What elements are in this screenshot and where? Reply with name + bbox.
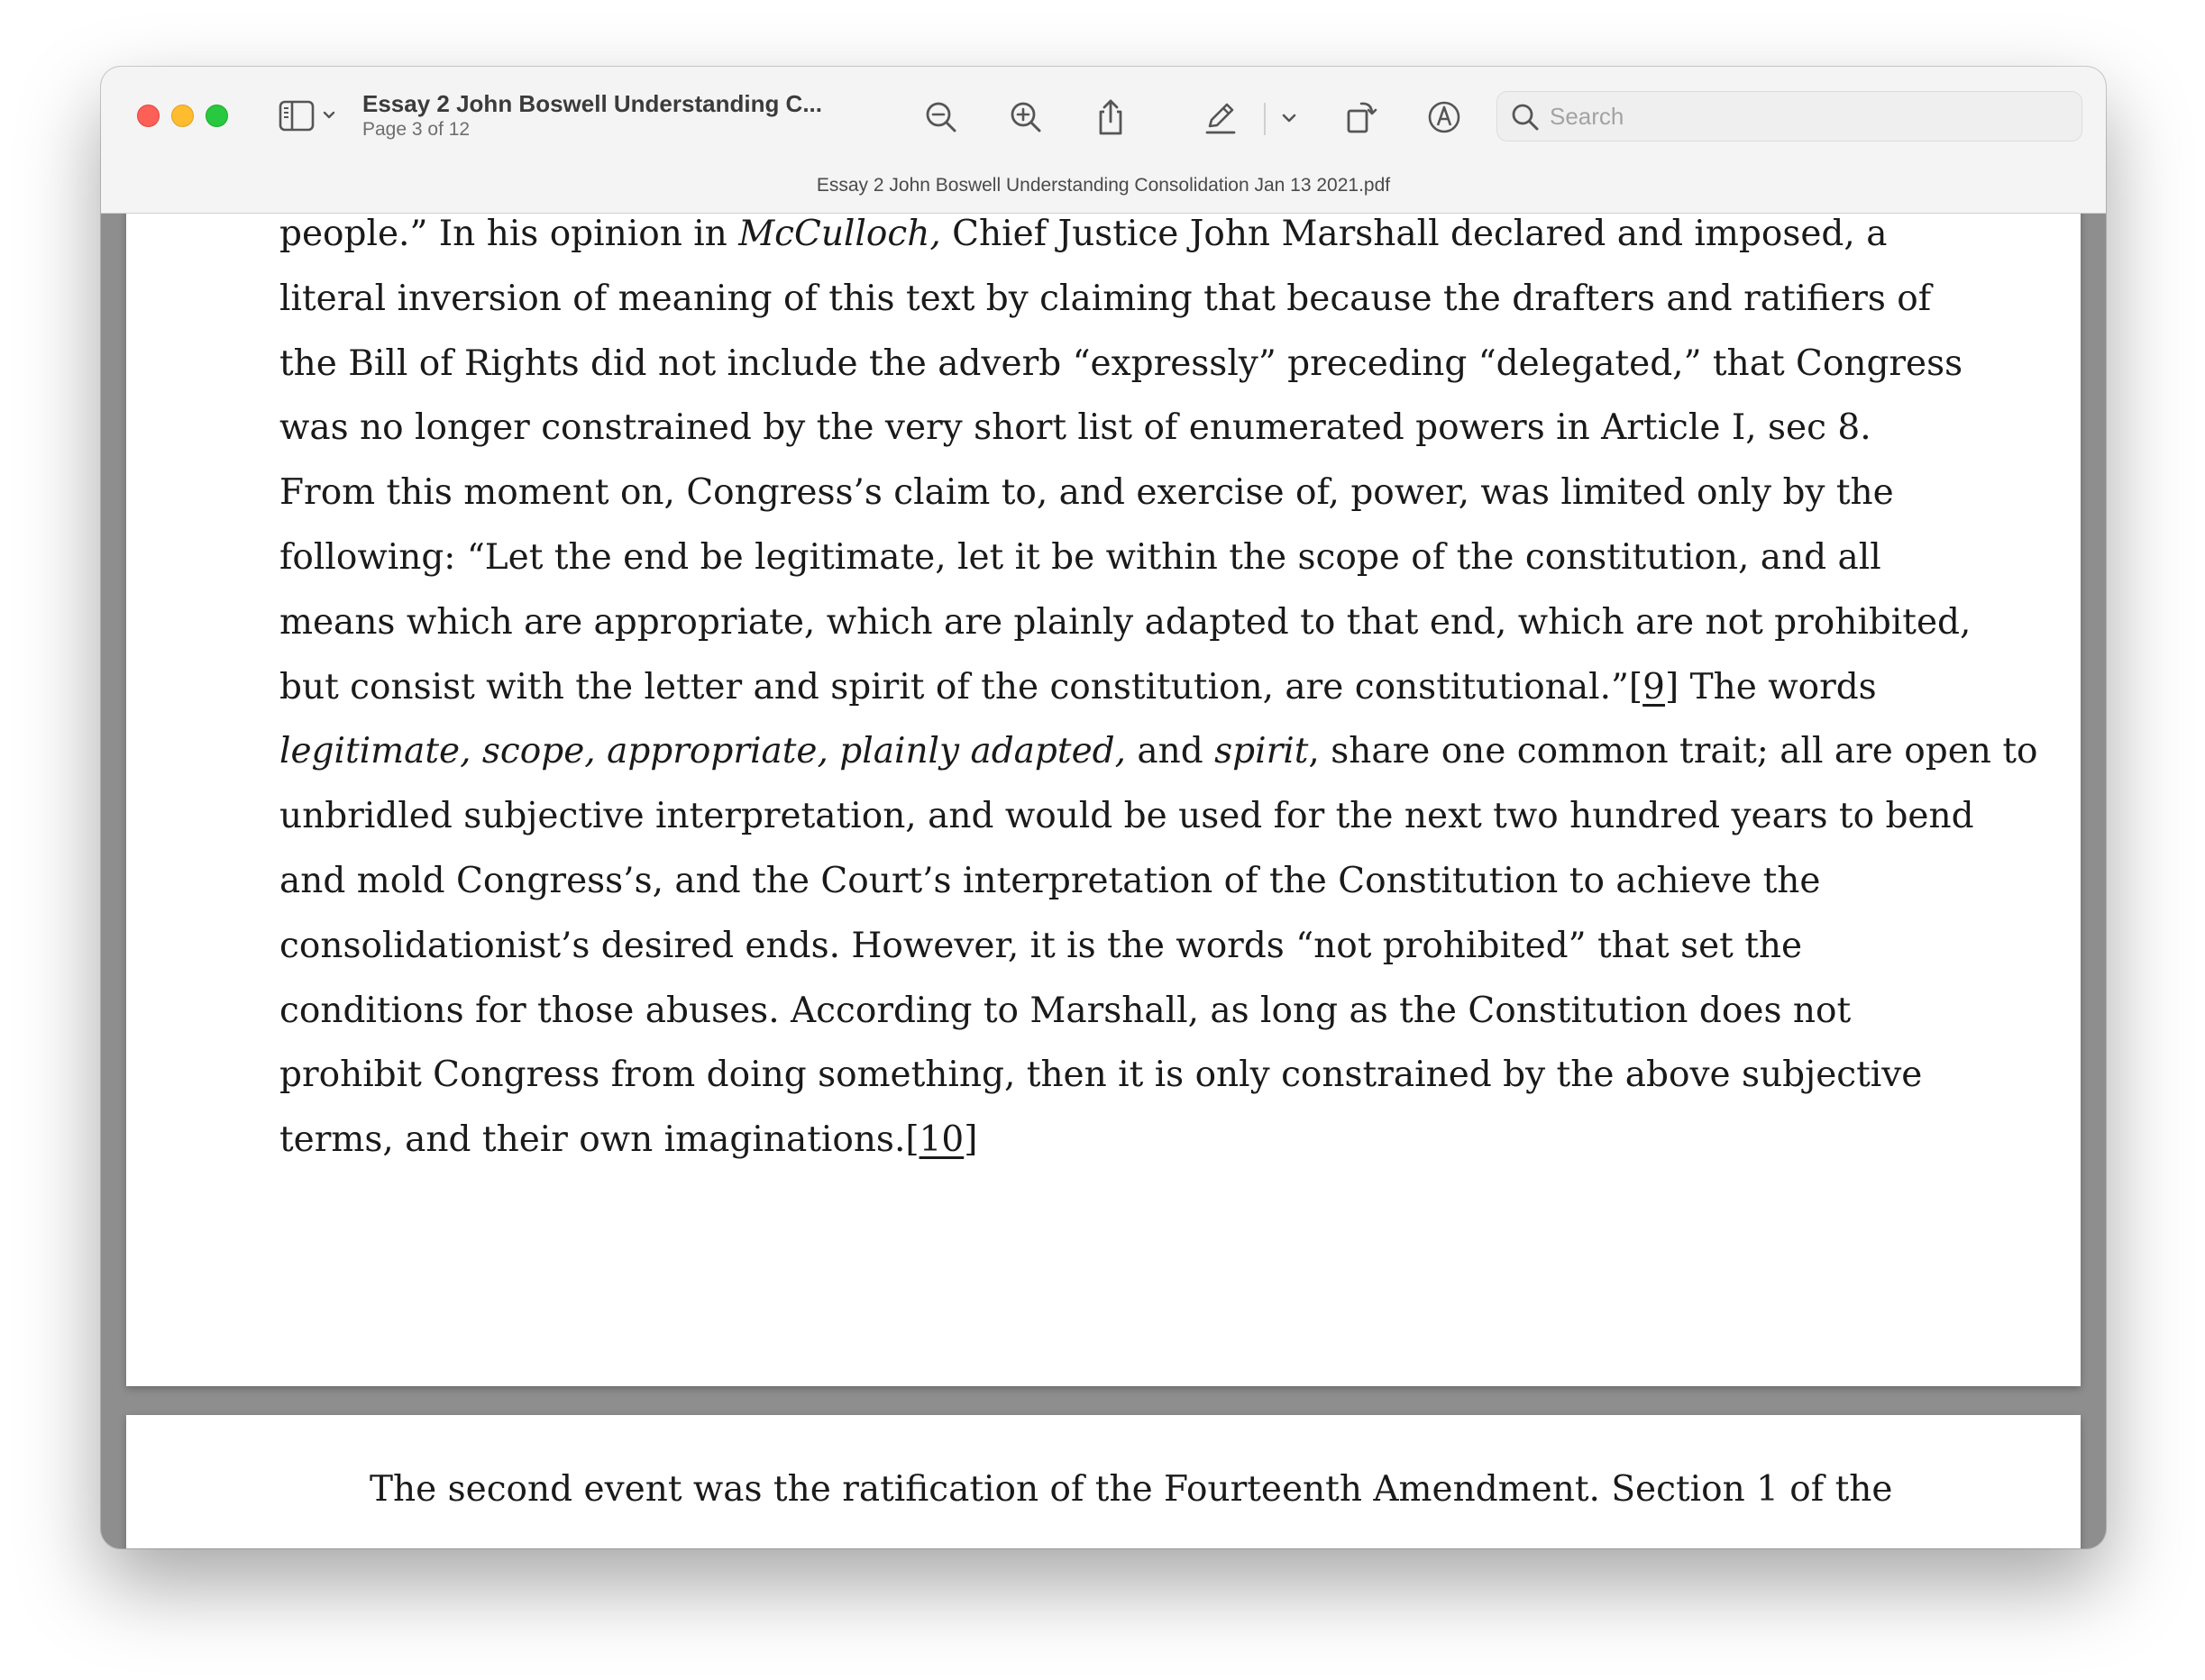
toolbar [101, 67, 2106, 214]
toolbar-divider [1264, 103, 1266, 135]
rotate-button[interactable] [1340, 96, 1383, 139]
footnote-link-9[interactable]: 9 [1642, 666, 1665, 708]
text-line: but consist with the letter and spirit of the constitution, are constitutional.”[9] The words [279, 666, 1877, 708]
page-indicator: Page 3 of 12 [362, 119, 471, 140]
zoom-in-button[interactable] [1004, 96, 1048, 139]
chevron-down-icon [325, 113, 334, 117]
sidebar-icon [278, 97, 348, 137]
text-line: consolidationist’s desired ends. However, it is the words “not prohibited” that set the [279, 925, 1803, 966]
text-line: literal inversion of meaning of this text by claiming that because the drafters and ratifiers of [279, 278, 1932, 319]
share-icon [1089, 96, 1132, 139]
text-line: unbridled subjective interpretation, and would be used for the next two hundred years to bend [279, 796, 1974, 837]
pdf-page-3 [126, 67, 2081, 1386]
zoom-out-icon [920, 96, 963, 139]
text-line: legitimate, scope, appropriate, plainly adapted, and spirit, share one common trait; all are open to [279, 731, 2038, 772]
text-line: the Bill of Rights did not include the adverb “expressly” preceding “delegated,” that Congress [279, 342, 1963, 384]
markup-button[interactable] [1423, 96, 1466, 139]
highlight-options-button[interactable] [1275, 96, 1304, 139]
text-line: conditions for those abuses. According to Marshall, as long as the Constitution does not [279, 990, 1852, 1031]
zoom-in-icon [1004, 96, 1048, 139]
text-line: terms, and their own imaginations.[10] [279, 1119, 978, 1161]
zoom-out-button[interactable] [920, 96, 963, 139]
markup-icon [1423, 96, 1466, 139]
page-body-text [279, 202, 2038, 1173]
share-button[interactable] [1089, 96, 1132, 139]
text-line: The second event was the ratification of the Fourteenth Amendment. Section 1 of the [370, 1469, 1893, 1510]
text-line: prohibit Congress from doing something, then it is only constrained by the above subjective [279, 1055, 1923, 1096]
footnote-link-10[interactable]: 10 [919, 1119, 965, 1161]
document-title: Essay 2 John Boswell Understanding C... [362, 90, 823, 117]
highlight-pen-icon [1199, 96, 1242, 139]
chevron-down-icon [1275, 96, 1304, 139]
file-name: Essay 2 John Boswell Understanding Consolidation Jan 13 2021.pdf [816, 175, 1391, 196]
text-line: means which are appropriate, which are plainly adapted to that end, which are not prohibited, [279, 601, 1972, 643]
pdf-page-4 [126, 1415, 2081, 1548]
preview-window [101, 67, 2106, 1548]
text-line: people.” In his opinion in McCulloch, Chief Justice John Marshall declared and imposed, a [279, 214, 1888, 254]
close-button[interactable] [137, 105, 160, 127]
sidebar-toggle-button[interactable] [278, 97, 348, 137]
highlight-button[interactable] [1199, 96, 1242, 139]
text-line: From this moment on, Congress’s claim to, and exercise of, power, was limited only by the [279, 472, 1894, 514]
search-input[interactable] [1550, 92, 2063, 141]
search-icon [1510, 102, 1541, 132]
text-line: and mold Congress’s, and the Court’s interpretation of the Constitution to achieve the [279, 860, 1821, 901]
text-line: following: “Let the end be legitimate, let it be within the scope of the constitution, and all [279, 536, 1881, 578]
search-field[interactable] [1496, 91, 2082, 142]
rotate-icon [1340, 96, 1383, 139]
minimize-button[interactable] [171, 105, 194, 127]
zoom-button[interactable] [206, 105, 228, 127]
text-line: was no longer constrained by the very short list of enumerated powers in Article I, sec 8. [279, 407, 1871, 449]
